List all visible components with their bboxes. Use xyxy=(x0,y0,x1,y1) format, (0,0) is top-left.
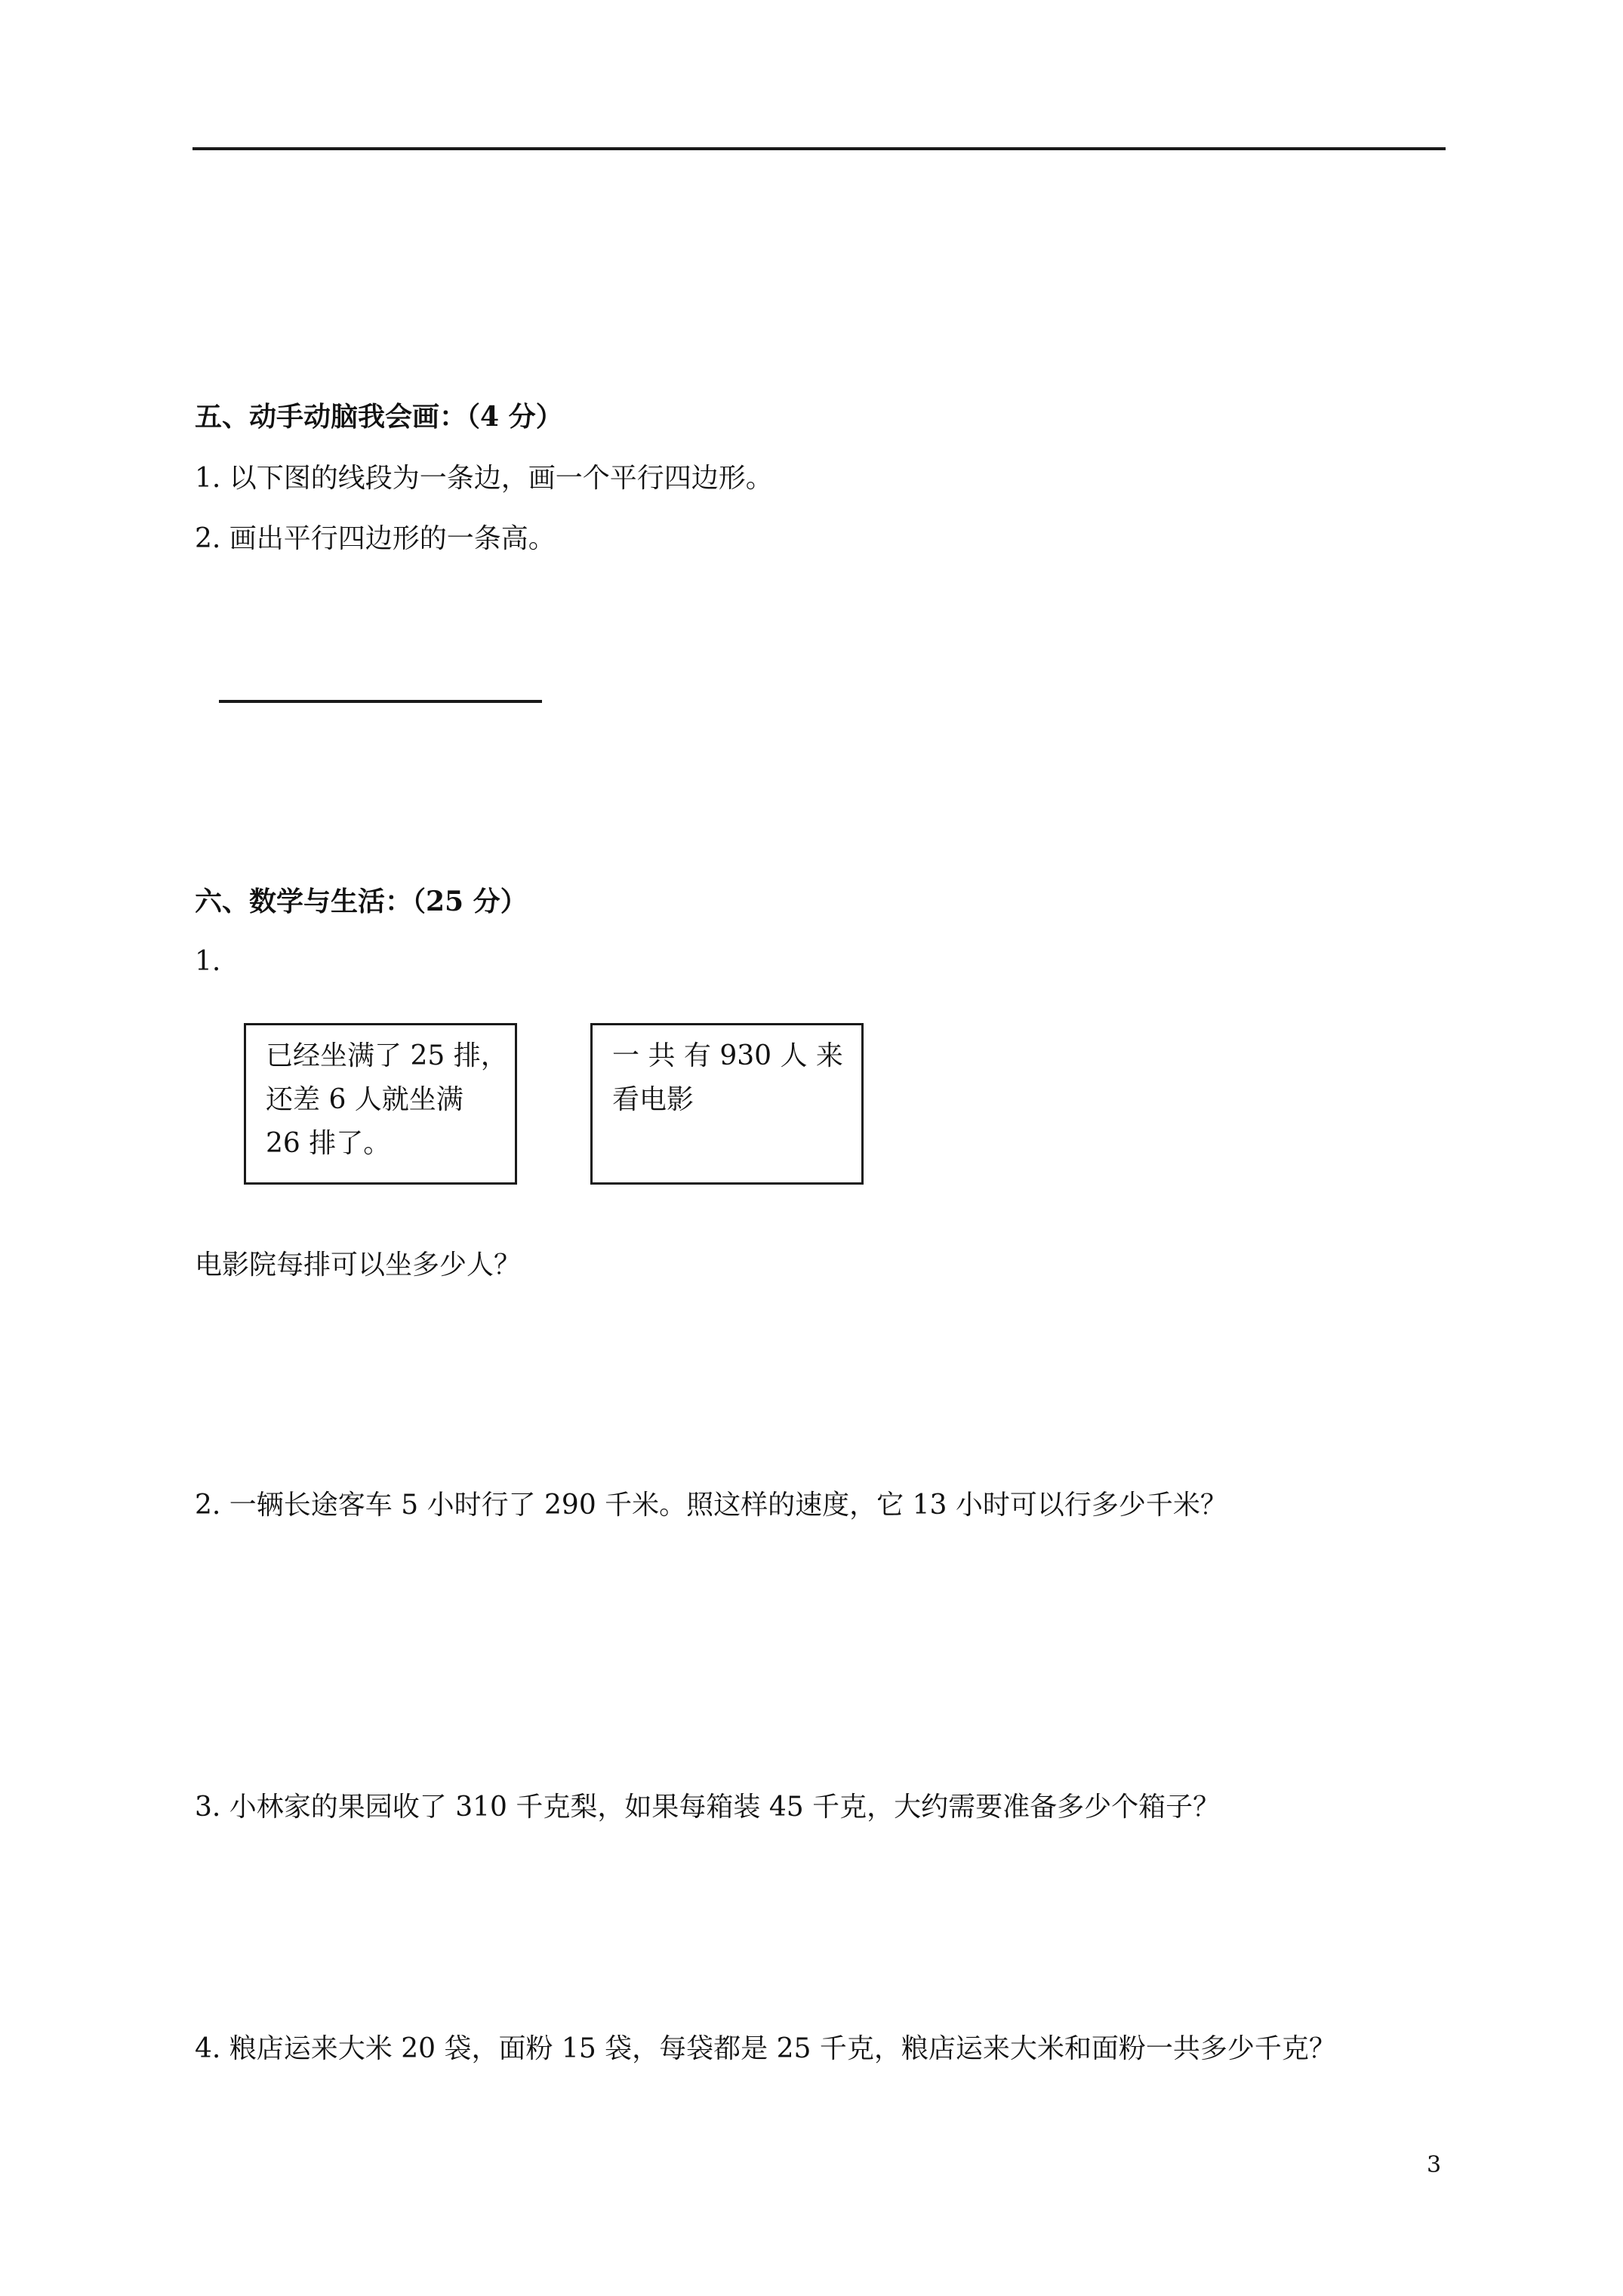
section-6-heading: 六、数学与生活：（25 分） xyxy=(195,886,528,917)
info-box-total-line-1: 一 共 有 930 人 来 xyxy=(612,1040,843,1071)
info-box-total-line-2: 看电影 xyxy=(612,1084,694,1115)
info-box-rows-line-3: 26 排了。 xyxy=(266,1128,391,1159)
section-5-item-2: 2. 画出平行四边形的一条高。 xyxy=(195,523,556,554)
page-number: 3 xyxy=(1427,2152,1442,2178)
info-box-rows-line-1: 已经坐满了 25 排， xyxy=(266,1040,508,1071)
question-1-text: 电影院每排可以坐多少人？ xyxy=(195,1250,522,1281)
section-5-heading: 五、动手动脑我会画：（4 分） xyxy=(195,401,563,433)
header-rule xyxy=(192,147,1446,150)
question-1-number: 1. xyxy=(195,946,221,977)
question-4-text: 4. 粮店运来大米 20 袋，面粉 15 袋，每袋都是 25 千克，粮店运来大米和面粉一共多少千克？ xyxy=(195,2033,1336,2064)
question-3-text: 3. 小林家的果园收了 310 千克梨，如果每箱装 45 千克，大约需要准备多少个箱子？ xyxy=(195,1792,1221,1823)
question-2-text: 2. 一辆长途客车 5 小时行了 290 千米。照这样的速度，它 13 小时可以行多少千米？ xyxy=(195,1490,1227,1521)
info-box-rows-line-2: 还差 6 人就坐满 xyxy=(266,1084,463,1115)
info-box-total xyxy=(590,1023,864,1185)
section-5-item-1: 1. 以下图的线段为一条边，画一个平行四边形。 xyxy=(195,463,773,494)
info-box-rows xyxy=(244,1023,517,1185)
given-line-segment xyxy=(219,700,542,703)
